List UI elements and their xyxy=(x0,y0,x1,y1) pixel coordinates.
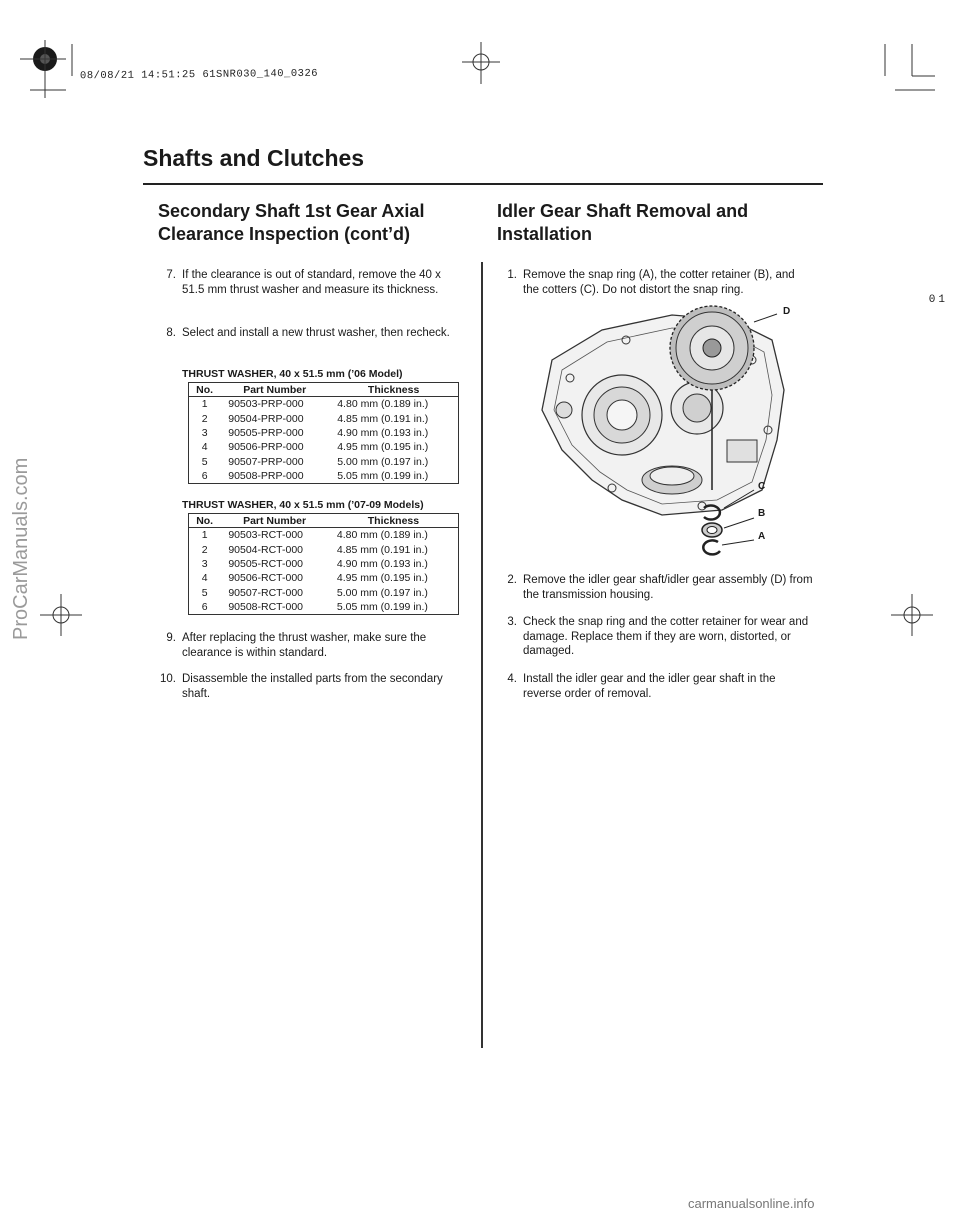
step-number: 9. xyxy=(166,632,176,644)
page-title: Shafts and Clutches xyxy=(143,145,365,171)
step-text: Check the snap ring and the cotter retainer for wear and damage. Replace them if they are worn, distorted, or damaged. xyxy=(523,616,809,657)
cell-part-number: 90508-RCT-000 xyxy=(228,601,304,614)
step-text: If the clearance is out of standard, remove the 40 x 51.5 mm thrust washer and measure its thickness. xyxy=(182,269,441,296)
cell-part-number: 90504-PRP-000 xyxy=(228,412,304,425)
table-row xyxy=(189,411,459,425)
step-number: 3. xyxy=(507,616,517,628)
right-heading-line1: Idler Gear Shaft Removal and xyxy=(497,201,749,221)
col-header-thickness: Thickness xyxy=(329,514,459,528)
cell-part-number: 90503-RCT-000 xyxy=(228,529,304,542)
print-stamp: 08/08/21 14:51:25 61SNR030_140_0326 xyxy=(79,67,319,83)
column-divider xyxy=(481,262,483,1048)
table-row xyxy=(189,528,459,543)
cell-no: 5 xyxy=(201,455,208,468)
cell-part-number: 90503-PRP-000 xyxy=(228,398,304,411)
cell-thickness: 5.00 mm (0.197 in.) xyxy=(336,586,428,599)
cell-no: 1 xyxy=(201,398,208,411)
watermark-procarmanuals: ProCarManuals.com xyxy=(10,457,32,640)
left-heading-line1: Secondary Shaft 1st Gear Axial xyxy=(158,201,425,221)
cell-thickness: 4.80 mm (0.189 in.) xyxy=(336,529,428,542)
idler-gear-illustration xyxy=(522,300,812,570)
cell-part-number: 90508-PRP-000 xyxy=(228,470,304,483)
thrust-washer-table-07-09 xyxy=(188,513,459,615)
step-number: 10. xyxy=(160,673,176,685)
cell-part-number: 90506-PRP-000 xyxy=(228,441,304,454)
cell-thickness: 4.85 mm (0.191 in.) xyxy=(337,412,429,425)
cell-no: 6 xyxy=(201,470,208,483)
cell-no: 6 xyxy=(201,601,208,614)
step-item xyxy=(507,615,813,659)
right-section-heading xyxy=(497,200,748,246)
right-heading-line2: Installation xyxy=(497,224,593,244)
left-heading-line2: Clearance Inspection (cont’d) xyxy=(158,224,411,244)
col-header-part-number: Part Number xyxy=(220,514,329,528)
col-header-thickness: Thickness xyxy=(329,383,458,397)
cell-no: 2 xyxy=(201,412,208,425)
callout-c: C xyxy=(758,481,766,492)
cell-thickness: 4.95 mm (0.195 in.) xyxy=(337,441,429,454)
step-text: Install the idler gear and the idler gear shaft in the reverse order of removal. xyxy=(523,673,776,700)
table1-title: THRUST WASHER, 40 x 51.5 mm (’06 Model) xyxy=(182,368,403,380)
step-item xyxy=(507,672,813,701)
table-row xyxy=(189,440,459,454)
cotter-retainer-part xyxy=(702,523,722,537)
step-text: Remove the idler gear shaft/idler gear assembly (D) from the transmission housing. xyxy=(523,574,813,601)
cell-part-number: 90506-RCT-000 xyxy=(228,572,304,585)
step-text: Remove the snap ring (A), the cotter retainer (B), and the cotters (C). Do not distort the snap ring. xyxy=(523,269,795,296)
left-section-heading xyxy=(158,200,424,246)
cell-no: 4 xyxy=(201,441,208,454)
idler-gear xyxy=(670,306,754,390)
side-mark: 01 xyxy=(928,294,948,306)
table-header-row xyxy=(189,514,459,528)
step-number: 8. xyxy=(166,327,176,339)
table2-title: THRUST WASHER, 40 x 51.5 mm (’07-09 Models) xyxy=(182,499,424,511)
cell-thickness: 5.00 mm (0.197 in.) xyxy=(337,455,429,468)
table-row xyxy=(189,455,459,469)
step-item xyxy=(507,268,813,297)
step-item xyxy=(507,573,813,602)
cell-thickness: 5.05 mm (0.199 in.) xyxy=(336,601,428,614)
step-item xyxy=(166,631,472,660)
cell-part-number: 90507-PRP-000 xyxy=(228,455,304,468)
step-number: 2. xyxy=(507,574,517,586)
col-header-no: No. xyxy=(189,514,221,528)
step-text: Disassemble the installed parts from the secondary shaft. xyxy=(182,673,443,700)
cell-no: 1 xyxy=(201,529,208,542)
cell-thickness: 4.85 mm (0.191 in.) xyxy=(336,543,428,556)
cell-no: 5 xyxy=(201,586,208,599)
cell-thickness: 4.80 mm (0.189 in.) xyxy=(337,398,429,411)
step-text: Select and install a new thrust washer, then recheck. xyxy=(182,327,450,339)
step-number: 7. xyxy=(166,269,176,281)
table-row xyxy=(189,426,459,440)
step-item xyxy=(160,672,472,701)
table-row xyxy=(189,557,459,571)
table-row xyxy=(189,600,459,615)
callout-b: B xyxy=(758,508,766,519)
table-row xyxy=(189,586,459,600)
cell-no: 4 xyxy=(201,572,208,585)
cell-no: 2 xyxy=(201,543,208,556)
step-item xyxy=(166,268,452,297)
table-row xyxy=(189,571,459,585)
cell-part-number: 90505-RCT-000 xyxy=(228,557,304,570)
step-number: 1. xyxy=(507,269,517,281)
thrust-washer-table-06 xyxy=(188,382,459,484)
watermark-carmanualsonline: carmanualsonline.info xyxy=(688,1196,815,1211)
table-header-row xyxy=(189,383,459,397)
table-row xyxy=(189,469,459,484)
cell-no: 3 xyxy=(201,426,208,439)
cell-thickness: 4.90 mm (0.193 in.) xyxy=(337,426,429,439)
cell-thickness: 5.05 mm (0.199 in.) xyxy=(337,470,429,483)
callout-a: A xyxy=(758,531,766,542)
col-header-part-number: Part Number xyxy=(220,383,329,397)
callout-d: D xyxy=(783,306,791,317)
step-text: After replacing the thrust washer, make sure the clearance is within standard. xyxy=(182,632,427,659)
cell-part-number: 90505-PRP-000 xyxy=(228,426,304,439)
col-header-no: No. xyxy=(189,383,221,397)
cell-part-number: 90507-RCT-000 xyxy=(228,586,304,599)
cell-part-number: 90504-RCT-000 xyxy=(228,543,304,556)
cell-no: 3 xyxy=(201,557,208,570)
snap-ring-part xyxy=(703,540,720,554)
title-rule xyxy=(143,183,823,185)
cell-thickness: 4.90 mm (0.193 in.) xyxy=(336,557,428,570)
cell-thickness: 4.95 mm (0.195 in.) xyxy=(336,572,428,585)
step-number: 4. xyxy=(507,673,517,685)
step-item xyxy=(166,326,452,341)
table-row xyxy=(189,542,459,556)
table-row xyxy=(189,397,459,412)
